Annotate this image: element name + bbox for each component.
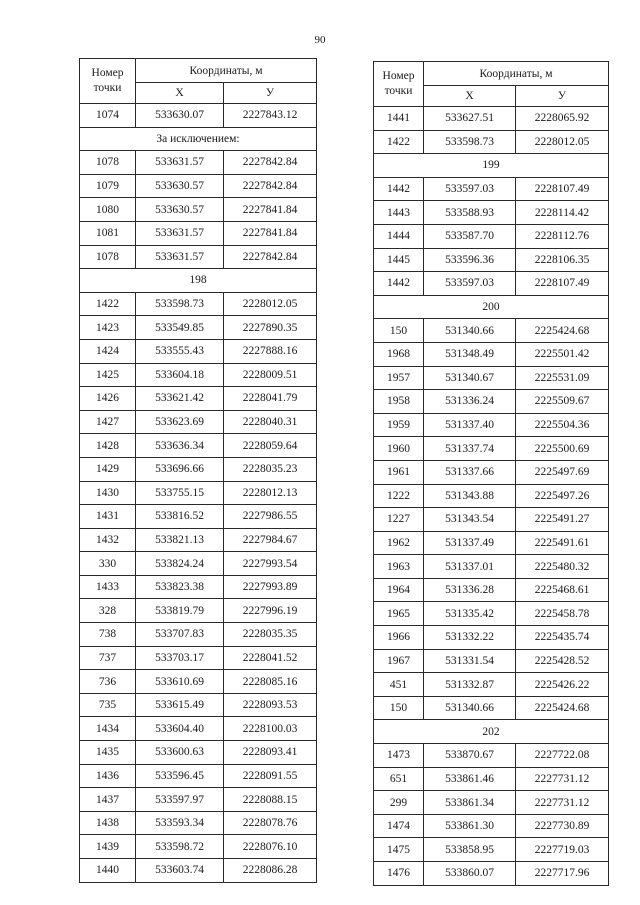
x-coordinate-cell: 533707.83 xyxy=(136,623,224,647)
x-coordinate-cell: 533816.52 xyxy=(136,505,224,529)
table-row xyxy=(374,224,609,248)
x-coordinate-cell: 533597.97 xyxy=(136,788,224,812)
table-row xyxy=(80,457,317,481)
table-row xyxy=(80,811,317,835)
x-coordinate-cell: 531336.28 xyxy=(424,578,516,602)
table-row xyxy=(374,484,609,508)
point-number-cell: 1968 xyxy=(374,342,424,366)
y-coordinate-cell: 2227722.08 xyxy=(516,744,609,768)
point-number-cell: 1963 xyxy=(374,555,424,579)
header-point-line2: точки xyxy=(93,82,122,94)
x-coordinate-cell: 531348.49 xyxy=(424,342,516,366)
section-label: 199 xyxy=(374,154,609,178)
y-coordinate-cell: 2228091.55 xyxy=(224,764,317,788)
y-coordinate-cell: 2227841.84 xyxy=(224,198,317,222)
y-coordinate-cell: 2225428.52 xyxy=(516,649,609,673)
x-coordinate-cell: 533631.57 xyxy=(136,245,224,269)
point-number-cell: 1964 xyxy=(374,578,424,602)
y-coordinate-cell: 2227731.12 xyxy=(516,767,609,791)
table-row xyxy=(80,552,317,576)
table-row xyxy=(80,387,317,411)
x-coordinate-cell: 531332.22 xyxy=(424,626,516,650)
table-section-row xyxy=(374,154,609,178)
x-coordinate-cell: 533588.93 xyxy=(424,201,516,225)
x-coordinate-cell: 533861.30 xyxy=(424,814,516,838)
y-coordinate-cell: 2225424.68 xyxy=(516,696,609,720)
y-coordinate-cell: 2225435.74 xyxy=(516,626,609,650)
x-coordinate-cell: 531332.87 xyxy=(424,673,516,697)
y-coordinate-cell: 2227841.84 xyxy=(224,221,317,245)
table-row xyxy=(80,788,317,812)
table-row xyxy=(374,437,609,461)
point-number-cell: 150 xyxy=(374,319,424,343)
header-coordinates: Координаты, м xyxy=(424,62,609,86)
table-header-row xyxy=(80,59,317,83)
point-number-cell: 1435 xyxy=(80,741,136,765)
point-number-cell: 1966 xyxy=(374,626,424,650)
y-coordinate-cell: 2228112.76 xyxy=(516,224,609,248)
y-coordinate-cell: 2228041.52 xyxy=(224,646,317,670)
table-row xyxy=(374,107,609,131)
y-coordinate-cell: 2228093.53 xyxy=(224,693,317,717)
table-row xyxy=(80,104,317,128)
point-number-cell: 1078 xyxy=(80,151,136,175)
x-coordinate-cell: 533823.38 xyxy=(136,575,224,599)
point-number-cell: 1474 xyxy=(374,814,424,838)
table-row xyxy=(374,814,609,838)
y-coordinate-cell: 2228012.05 xyxy=(224,292,317,316)
y-coordinate-cell: 2228107.49 xyxy=(516,177,609,201)
table-row xyxy=(80,575,317,599)
y-coordinate-cell: 2227986.55 xyxy=(224,505,317,529)
point-number-cell: 1429 xyxy=(80,457,136,481)
header-y: У xyxy=(224,83,317,104)
header-point-number xyxy=(374,62,424,107)
point-number-cell: 1961 xyxy=(374,460,424,484)
table-row xyxy=(374,248,609,272)
x-coordinate-cell: 533621.42 xyxy=(136,387,224,411)
header-point-line1: Номер xyxy=(382,70,415,82)
table-row xyxy=(374,508,609,532)
point-number-cell: 1967 xyxy=(374,649,424,673)
y-coordinate-cell: 2225501.42 xyxy=(516,342,609,366)
point-number-cell: 299 xyxy=(374,791,424,815)
point-number-cell: 1081 xyxy=(80,221,136,245)
table-row xyxy=(374,862,609,886)
y-coordinate-cell: 2228088.15 xyxy=(224,788,317,812)
x-coordinate-cell: 531337.49 xyxy=(424,531,516,555)
x-coordinate-cell: 533631.57 xyxy=(136,151,224,175)
table-row xyxy=(80,764,317,788)
x-coordinate-cell: 531340.66 xyxy=(424,696,516,720)
x-coordinate-cell: 533623.69 xyxy=(136,410,224,434)
table-row xyxy=(374,696,609,720)
x-coordinate-cell: 533598.72 xyxy=(136,835,224,859)
x-coordinate-cell: 533610.69 xyxy=(136,670,224,694)
table-row xyxy=(80,221,317,245)
point-number-cell: 1227 xyxy=(374,508,424,532)
table-row xyxy=(80,198,317,222)
point-number-cell: 1422 xyxy=(80,292,136,316)
point-number-cell: 1434 xyxy=(80,717,136,741)
point-number-cell: 1422 xyxy=(374,130,424,154)
y-coordinate-cell: 2225458.78 xyxy=(516,602,609,626)
point-number-cell: 1439 xyxy=(80,835,136,859)
table-row xyxy=(80,528,317,552)
point-number-cell: 1444 xyxy=(374,224,424,248)
y-coordinate-cell: 2225424.68 xyxy=(516,319,609,343)
section-label: За исключением: xyxy=(80,127,317,151)
x-coordinate-cell: 531343.88 xyxy=(424,484,516,508)
point-number-cell: 738 xyxy=(80,623,136,647)
y-coordinate-cell: 2227842.84 xyxy=(224,151,317,175)
table-row xyxy=(374,744,609,768)
point-number-cell: 1473 xyxy=(374,744,424,768)
point-number-cell: 1960 xyxy=(374,437,424,461)
point-number-cell: 1443 xyxy=(374,201,424,225)
x-coordinate-cell: 533755.15 xyxy=(136,481,224,505)
header-point-number xyxy=(80,59,136,104)
y-coordinate-cell: 2227984.67 xyxy=(224,528,317,552)
point-number-cell: 1476 xyxy=(374,862,424,886)
table-row xyxy=(80,646,317,670)
point-number-cell: 328 xyxy=(80,599,136,623)
table-row xyxy=(374,390,609,414)
table-row xyxy=(374,578,609,602)
x-coordinate-cell: 531331.54 xyxy=(424,649,516,673)
table-row xyxy=(80,151,317,175)
table-row xyxy=(374,838,609,862)
point-number-cell: 1430 xyxy=(80,481,136,505)
table-row xyxy=(374,272,609,296)
y-coordinate-cell: 2227717.96 xyxy=(516,862,609,886)
x-coordinate-cell: 531340.67 xyxy=(424,366,516,390)
point-number-cell: 1436 xyxy=(80,764,136,788)
section-label: 202 xyxy=(374,720,609,744)
x-coordinate-cell: 533597.03 xyxy=(424,272,516,296)
point-number-cell: 1475 xyxy=(374,838,424,862)
table-row xyxy=(374,342,609,366)
table-row xyxy=(80,316,317,340)
table-row xyxy=(374,177,609,201)
x-coordinate-cell: 533596.36 xyxy=(424,248,516,272)
x-coordinate-cell: 533604.40 xyxy=(136,717,224,741)
y-coordinate-cell: 2228085.16 xyxy=(224,670,317,694)
x-coordinate-cell: 533858.95 xyxy=(424,838,516,862)
point-number-cell: 1958 xyxy=(374,390,424,414)
point-number-cell: 1437 xyxy=(80,788,136,812)
y-coordinate-cell: 2225504.36 xyxy=(516,413,609,437)
x-coordinate-cell: 533604.18 xyxy=(136,363,224,387)
x-coordinate-cell: 533819.79 xyxy=(136,599,224,623)
y-coordinate-cell: 2225509.67 xyxy=(516,390,609,414)
point-number-cell: 1080 xyxy=(80,198,136,222)
x-coordinate-cell: 533549.85 xyxy=(136,316,224,340)
point-number-cell: 1074 xyxy=(80,104,136,128)
y-coordinate-cell: 2225497.69 xyxy=(516,460,609,484)
point-number-cell: 1431 xyxy=(80,505,136,529)
point-number-cell: 651 xyxy=(374,767,424,791)
point-number-cell: 1222 xyxy=(374,484,424,508)
y-coordinate-cell: 2228106.35 xyxy=(516,248,609,272)
x-coordinate-cell: 533824.24 xyxy=(136,552,224,576)
x-coordinate-cell: 533603.74 xyxy=(136,859,224,883)
y-coordinate-cell: 2227993.54 xyxy=(224,552,317,576)
point-number-cell: 1079 xyxy=(80,174,136,198)
y-coordinate-cell: 2225491.27 xyxy=(516,508,609,532)
point-number-cell: 1957 xyxy=(374,366,424,390)
y-coordinate-cell: 2228012.13 xyxy=(224,481,317,505)
table-row xyxy=(374,649,609,673)
x-coordinate-cell: 533821.13 xyxy=(136,528,224,552)
point-number-cell: 1428 xyxy=(80,434,136,458)
y-coordinate-cell: 2228035.23 xyxy=(224,457,317,481)
point-number-cell: 1424 xyxy=(80,339,136,363)
x-coordinate-cell: 533631.57 xyxy=(136,221,224,245)
y-coordinate-cell: 2225531.09 xyxy=(516,366,609,390)
y-coordinate-cell: 2227842.84 xyxy=(224,174,317,198)
header-x: Х xyxy=(136,83,224,104)
section-label: 198 xyxy=(80,269,317,293)
x-coordinate-cell: 531337.66 xyxy=(424,460,516,484)
x-coordinate-cell: 533587.70 xyxy=(424,224,516,248)
y-coordinate-cell: 2227730.89 xyxy=(516,814,609,838)
table-row xyxy=(80,599,317,623)
y-coordinate-cell: 2227993.89 xyxy=(224,575,317,599)
point-number-cell: 1965 xyxy=(374,602,424,626)
table-row xyxy=(80,741,317,765)
point-number-cell: 1442 xyxy=(374,177,424,201)
point-number-cell: 1425 xyxy=(80,363,136,387)
point-number-cell: 1445 xyxy=(374,248,424,272)
table-row xyxy=(80,859,317,883)
y-coordinate-cell: 2228107.49 xyxy=(516,272,609,296)
x-coordinate-cell: 533598.73 xyxy=(136,292,224,316)
x-coordinate-cell: 533630.57 xyxy=(136,174,224,198)
table-row xyxy=(374,531,609,555)
x-coordinate-cell: 533615.49 xyxy=(136,693,224,717)
x-coordinate-cell: 531343.54 xyxy=(424,508,516,532)
y-coordinate-cell: 2228065.92 xyxy=(516,107,609,131)
x-coordinate-cell: 533630.07 xyxy=(136,104,224,128)
x-coordinate-cell: 533636.34 xyxy=(136,434,224,458)
table-row xyxy=(80,339,317,363)
table-section-row xyxy=(374,295,609,319)
table-row xyxy=(80,693,317,717)
x-coordinate-cell: 531340.66 xyxy=(424,319,516,343)
y-coordinate-cell: 2228012.05 xyxy=(516,130,609,154)
y-coordinate-cell: 2228086.28 xyxy=(224,859,317,883)
table-row xyxy=(374,602,609,626)
point-number-cell: 1962 xyxy=(374,531,424,555)
y-coordinate-cell: 2228009.51 xyxy=(224,363,317,387)
x-coordinate-cell: 533861.46 xyxy=(424,767,516,791)
point-number-cell: 735 xyxy=(80,693,136,717)
point-number-cell: 1078 xyxy=(80,245,136,269)
table-row xyxy=(80,670,317,694)
point-number-cell: 1438 xyxy=(80,811,136,835)
y-coordinate-cell: 2227731.12 xyxy=(516,791,609,815)
y-coordinate-cell: 2227888.16 xyxy=(224,339,317,363)
y-coordinate-cell: 2227843.12 xyxy=(224,104,317,128)
x-coordinate-cell: 533596.45 xyxy=(136,764,224,788)
table-row xyxy=(80,481,317,505)
table-row xyxy=(374,130,609,154)
x-coordinate-cell: 531337.01 xyxy=(424,555,516,579)
header-point-line1: Номер xyxy=(91,67,124,79)
table-row xyxy=(80,292,317,316)
y-coordinate-cell: 2228078.76 xyxy=(224,811,317,835)
y-coordinate-cell: 2227719.03 xyxy=(516,838,609,862)
point-number-cell: 737 xyxy=(80,646,136,670)
y-coordinate-cell: 2228059.64 xyxy=(224,434,317,458)
table-row xyxy=(374,413,609,437)
y-coordinate-cell: 2228041.79 xyxy=(224,387,317,411)
point-number-cell: 1441 xyxy=(374,107,424,131)
header-point-line2: точки xyxy=(384,85,413,97)
y-coordinate-cell: 2225426.22 xyxy=(516,673,609,697)
table-row xyxy=(80,174,317,198)
x-coordinate-cell: 533597.03 xyxy=(424,177,516,201)
point-number-cell: 1433 xyxy=(80,575,136,599)
y-coordinate-cell: 2227996.19 xyxy=(224,599,317,623)
x-coordinate-cell: 533593.34 xyxy=(136,811,224,835)
page-number: 90 xyxy=(314,34,326,46)
header-coordinates: Координаты, м xyxy=(136,59,317,83)
table-row xyxy=(80,245,317,269)
y-coordinate-cell: 2225491.61 xyxy=(516,531,609,555)
x-coordinate-cell: 531337.40 xyxy=(424,413,516,437)
point-number-cell: 330 xyxy=(80,552,136,576)
table-row xyxy=(374,767,609,791)
y-coordinate-cell: 2228093.41 xyxy=(224,741,317,765)
table-row xyxy=(80,835,317,859)
table-body-right xyxy=(374,62,609,886)
header-y: У xyxy=(516,86,609,107)
point-number-cell: 150 xyxy=(374,696,424,720)
y-coordinate-cell: 2228076.10 xyxy=(224,835,317,859)
table-header-row xyxy=(374,62,609,86)
y-coordinate-cell: 2225480.32 xyxy=(516,555,609,579)
x-coordinate-cell: 531335.42 xyxy=(424,602,516,626)
table-row xyxy=(374,460,609,484)
table-section-row xyxy=(80,269,317,293)
y-coordinate-cell: 2228040.31 xyxy=(224,410,317,434)
x-coordinate-cell: 533870.67 xyxy=(424,744,516,768)
table-body-left xyxy=(80,59,317,883)
table-row xyxy=(80,505,317,529)
point-number-cell: 1427 xyxy=(80,410,136,434)
x-coordinate-cell: 533860.07 xyxy=(424,862,516,886)
x-coordinate-cell: 533555.43 xyxy=(136,339,224,363)
point-number-cell: 451 xyxy=(374,673,424,697)
point-number-cell: 736 xyxy=(80,670,136,694)
table-row xyxy=(374,319,609,343)
x-coordinate-cell: 533627.51 xyxy=(424,107,516,131)
table-section-row xyxy=(80,127,317,151)
y-coordinate-cell: 2227842.84 xyxy=(224,245,317,269)
point-number-cell: 1426 xyxy=(80,387,136,411)
y-coordinate-cell: 2228114.42 xyxy=(516,201,609,225)
table-row xyxy=(80,434,317,458)
y-coordinate-cell: 2228035.35 xyxy=(224,623,317,647)
table-row xyxy=(374,366,609,390)
table-row xyxy=(374,555,609,579)
table-row xyxy=(80,363,317,387)
table-row xyxy=(374,626,609,650)
x-coordinate-cell: 533630.57 xyxy=(136,198,224,222)
y-coordinate-cell: 2225497.26 xyxy=(516,484,609,508)
point-number-cell: 1432 xyxy=(80,528,136,552)
y-coordinate-cell: 2225468.61 xyxy=(516,578,609,602)
x-coordinate-cell: 533861.34 xyxy=(424,791,516,815)
table-section-row xyxy=(374,720,609,744)
x-coordinate-cell: 533598.73 xyxy=(424,130,516,154)
table-row xyxy=(80,623,317,647)
table-row xyxy=(374,201,609,225)
point-number-cell: 1423 xyxy=(80,316,136,340)
x-coordinate-cell: 533696.66 xyxy=(136,457,224,481)
x-coordinate-cell: 533600.63 xyxy=(136,741,224,765)
section-label: 200 xyxy=(374,295,609,319)
table-row xyxy=(374,673,609,697)
y-coordinate-cell: 2227890.35 xyxy=(224,316,317,340)
table-row xyxy=(374,791,609,815)
table-row xyxy=(80,717,317,741)
point-number-cell: 1440 xyxy=(80,859,136,883)
point-number-cell: 1442 xyxy=(374,272,424,296)
x-coordinate-cell: 531336.24 xyxy=(424,390,516,414)
x-coordinate-cell: 533703.17 xyxy=(136,646,224,670)
coordinates-table-left xyxy=(79,58,317,883)
table-row xyxy=(80,410,317,434)
y-coordinate-cell: 2228100.03 xyxy=(224,717,317,741)
y-coordinate-cell: 2225500.69 xyxy=(516,437,609,461)
x-coordinate-cell: 531337.74 xyxy=(424,437,516,461)
header-x: Х xyxy=(424,86,516,107)
point-number-cell: 1959 xyxy=(374,413,424,437)
coordinates-table-right xyxy=(373,61,609,886)
